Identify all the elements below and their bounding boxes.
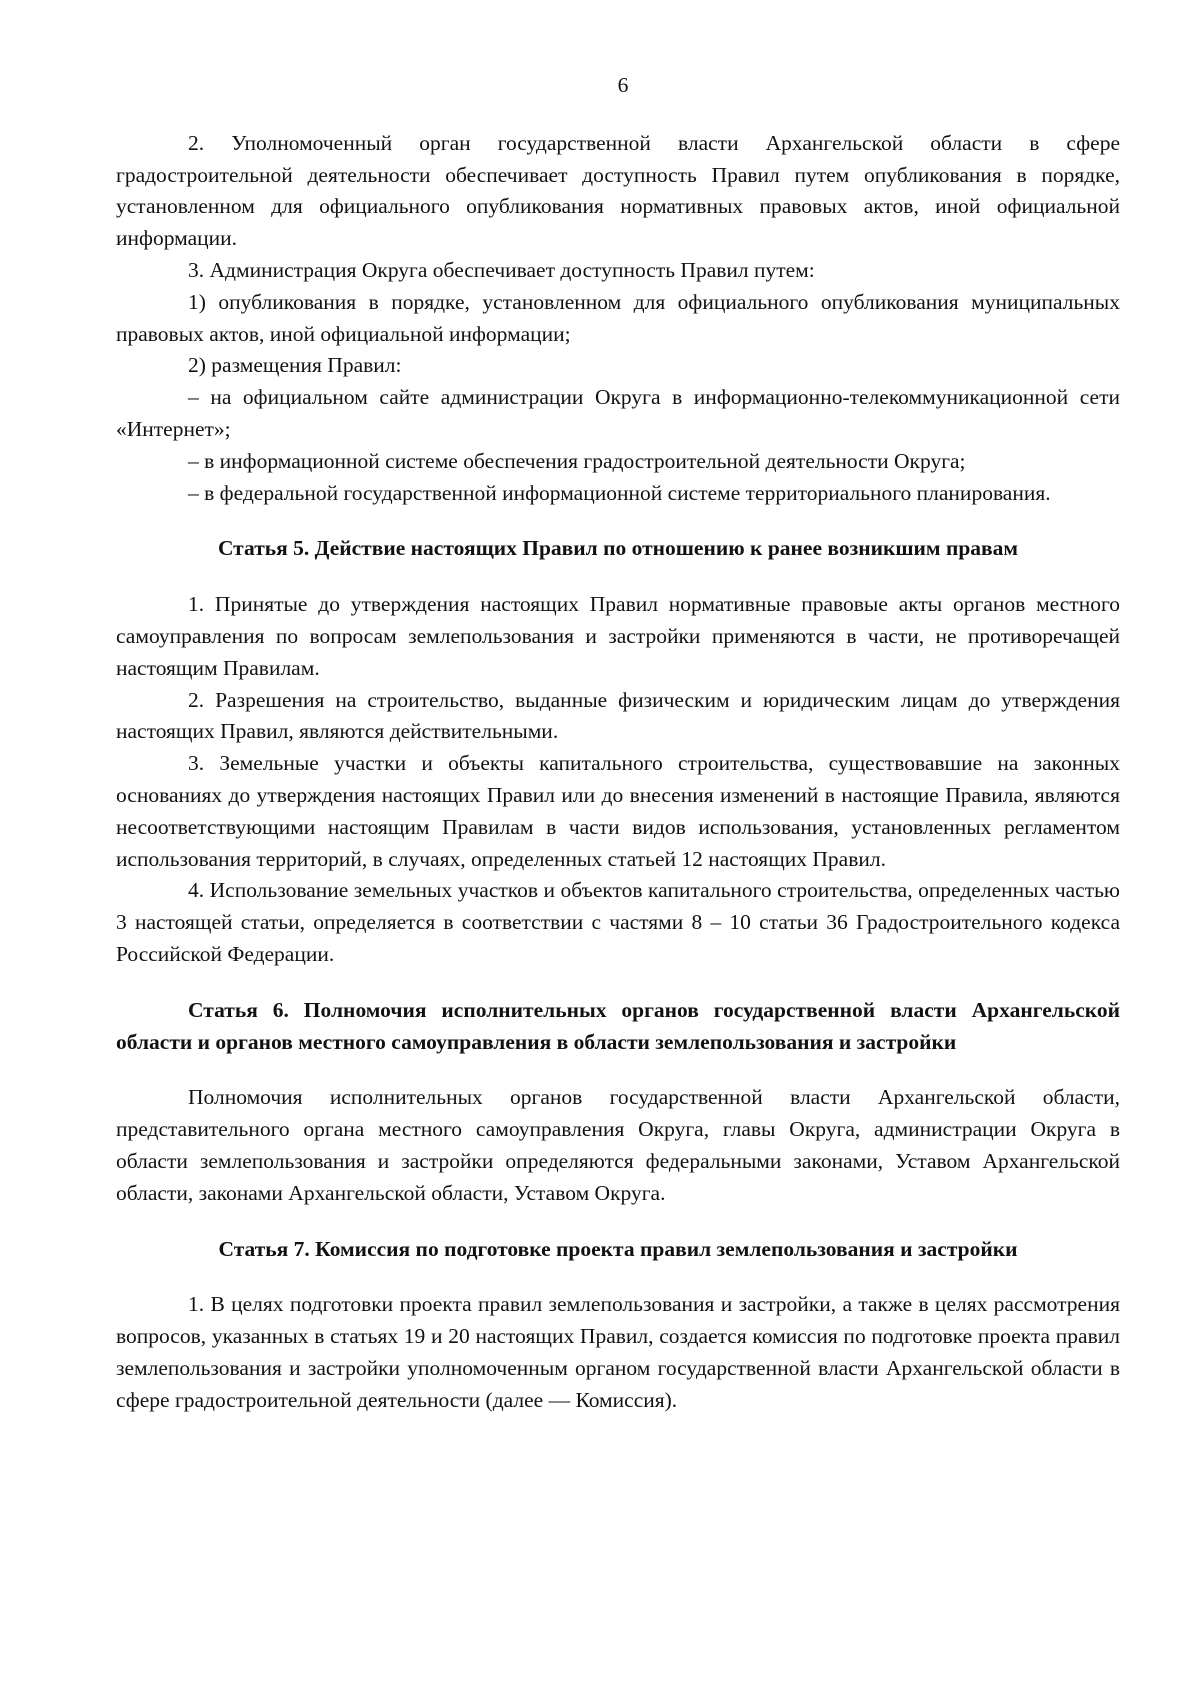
- paragraph: 2. Разрешения на строительство, выданные физическим и юридическим лицам до утверждения настоящих Правил, являются действительными.: [116, 687, 1120, 744]
- list-item: – в информационной системе обеспечения градостроительной деятельности Округа;: [188, 448, 966, 473]
- document-page: [116, 70, 1120, 1416]
- paragraph: Полномочия исполнительных органов государственной власти Архангельской области, представительного органа местного самоуправления Округа, главы Округа, администрации Округа в области землепользования и застройки определяются федеральными законами, Уставом Архангельской области, законами Архангельской области, Уставом Округа.: [116, 1085, 1120, 1205]
- paragraph: 3. Земельные участки и объекты капитального строительства, существовавшие на законных основаниях до утверждения настоящих Правил или до внесения изменений в настоящие Правила, являются несоответствующими настоящим Правилам в части видов использования, установленных регламентом использования территорий, в случаях, определенных статьей 12 настоящих Правил.: [116, 751, 1120, 871]
- paragraph: 1. Принятые до утверждения настоящих Правил нормативные правовые акты органов местного самоуправления по вопросам землепользования и застройки применяются в части, не противоречащей настоящим Правилам.: [116, 592, 1120, 680]
- paragraph: 3. Администрация Округа обеспечивает доступность Правил путем:: [188, 257, 815, 282]
- paragraph: 1. В целях подготовки проекта правил землепользования и застройки, а также в целях рассмотрения вопросов, указанных в статьях 19 и 20 настоящих Правил, создается комиссия по подготовке проекта правил землепользования и застройки уполномоченным органом государственной власти Архангельской области в сфере градостроительной деятельности (далее — Комиссия).: [116, 1292, 1120, 1412]
- list-item: 1) опубликования в порядке, установленном для официального опубликования муниципальных правовых актов, иной официальной информации;: [116, 289, 1120, 346]
- list-item: 2) размещения Правил:: [188, 353, 402, 378]
- list-item: – на официальном сайте администрации Округа в информационно-телекоммуникационной сети «Интернет»;: [116, 385, 1120, 441]
- page-number: 6: [617, 73, 629, 97]
- article-6-heading: Статья 6. Полномочия исполнительных органов государственной власти Архангельской области и органов местного самоуправления в области землепользования и застройки: [116, 997, 1120, 1054]
- article-7-heading: Статья 7. Комиссия по подготовке проекта правил землепользования и застройки: [218, 1236, 1018, 1261]
- paragraph: 2. Уполномоченный орган государственной власти Архангельской области в сфере градостроительной деятельности обеспечивает доступность Правил путем опубликования в порядке, установленном для официального опубликования нормативных правовых актов, иной официальной информации.: [116, 130, 1120, 251]
- paragraph: 4. Использование земельных участков и объектов капитального строительства, определенных частью 3 настоящей статьи, определяется в соответствии с частями 8 – 10 статьи 36 Градостроительного кодекса Российской Федерации.: [116, 878, 1120, 966]
- article-5-heading: Статья 5. Действие настоящих Правил по отношению к ранее возникшим правам: [217, 536, 1019, 561]
- list-item: – в федеральной государственной информационной системе территориального планирования.: [188, 480, 1051, 505]
